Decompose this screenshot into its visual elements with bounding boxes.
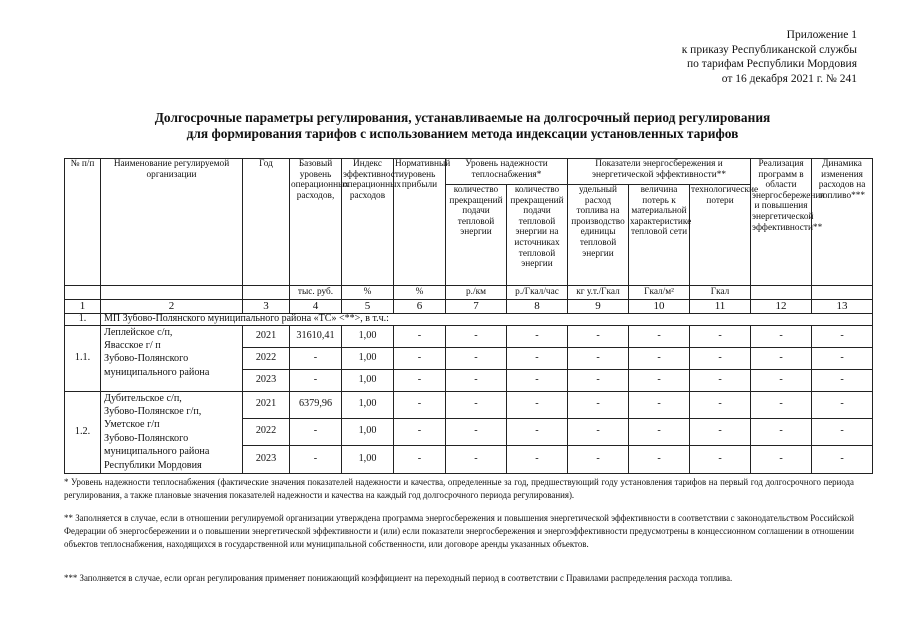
header-index: Индекс эффективности операционных расходов (342, 159, 394, 286)
value-cell: - (446, 391, 507, 418)
year-cell: 2021 (243, 325, 290, 347)
value-cell: - (568, 418, 629, 445)
section-number: 1. (65, 314, 101, 326)
year-cell: 2023 (243, 445, 290, 473)
value-cell: - (812, 418, 873, 445)
value-cell: - (751, 347, 812, 369)
value-cell: - (812, 347, 873, 369)
col-number: 6 (394, 300, 446, 314)
org-number: 1.1. (65, 325, 101, 391)
header-en-sub3: технологические потери (690, 185, 751, 286)
unit-cell: Гкал/м² (629, 286, 690, 300)
value-cell: - (751, 369, 812, 391)
appendix-block (682, 28, 857, 86)
column-numbers-row (65, 300, 873, 314)
appendix-line: Приложение 1 (786, 29, 857, 41)
index-cell: 1,00 (342, 347, 394, 369)
value-cell: - (812, 391, 873, 418)
col-number: 13 (812, 300, 873, 314)
org-name: Дубительское с/п, Зубово-Полянское г/п, Уметское г/п Зубово-Полянского муниципального района Республики Мордовия (101, 391, 243, 473)
col-number: 4 (290, 300, 342, 314)
index-cell: 1,00 (342, 418, 394, 445)
header-name: Наименование регулируемой организации (101, 159, 243, 286)
value-cell: - (507, 391, 568, 418)
header-norm: Нормативный уровень прибыли (394, 159, 446, 286)
value-cell: - (568, 369, 629, 391)
year-cell: 2021 (243, 391, 290, 418)
table-row (65, 325, 873, 347)
unit-cell: кг у.т./Гкал (568, 286, 629, 300)
section-label: МП Зубово-Полянского муниципального района «ТС» <**>, в т.ч.: (101, 314, 873, 326)
year-cell: 2022 (243, 418, 290, 445)
value-cell: - (568, 325, 629, 347)
base-cell: - (290, 445, 342, 473)
value-cell: - (446, 369, 507, 391)
parameters-table (64, 158, 873, 474)
value-cell: - (751, 391, 812, 418)
year-cell: 2022 (243, 347, 290, 369)
value-cell: - (629, 347, 690, 369)
header-en-sub1: удельный расход топлива на производство единицы тепловой энергии (568, 185, 629, 286)
unit-cell: р./Гкал/час (507, 286, 568, 300)
col-number: 11 (690, 300, 751, 314)
col-number: 2 (101, 300, 243, 314)
unit-cell: тыс. руб. (290, 286, 342, 300)
value-cell: - (446, 325, 507, 347)
unit-cell: Гкал (690, 286, 751, 300)
value-cell: - (812, 369, 873, 391)
unit-cell: % (394, 286, 446, 300)
header-en-sub2: величина потерь к материальной характеристике тепловой сети (629, 185, 690, 286)
value-cell: - (751, 445, 812, 473)
col-number: 7 (446, 300, 507, 314)
value-cell: - (446, 347, 507, 369)
value-cell: - (629, 391, 690, 418)
value-cell: - (629, 445, 690, 473)
value-cell: - (394, 325, 446, 347)
value-cell: - (507, 325, 568, 347)
col-number: 10 (629, 300, 690, 314)
footnote-2: ** Заполняется в случае, если в отношении регулируемой организации утверждена программа энергосбережения и повышения энергетической эффективности в соответствии с законодательством Российской Федерации об энергосбережении и о повышении энергетической эффективности и (или) если показатели энергосбережения и энергоэффективности предусмотрены в концессионном соглашении в отношении объектов теплоснабжения, находящихся в государственной или муниципальной собственности, или договоре аренды указанных объектов. (64, 513, 854, 550)
value-cell: - (629, 369, 690, 391)
value-cell: - (568, 445, 629, 473)
header-rel-sub2: количество прекращений подачи тепловой энергии на источниках тепловой энергии (507, 185, 568, 286)
value-cell: - (394, 391, 446, 418)
title-line: для формирования тарифов с использованием метода индексации установленных тарифов (186, 126, 739, 141)
header-energy: Показатели энергосбережения и энергетической эффективности** (568, 159, 751, 185)
value-cell: - (629, 325, 690, 347)
header-reliability: Уровень надежности теплоснабжения* (446, 159, 568, 185)
unit-cell: % (342, 286, 394, 300)
table-row (65, 391, 873, 418)
value-cell: - (568, 347, 629, 369)
value-cell: - (507, 418, 568, 445)
value-cell: - (446, 445, 507, 473)
footnote-1: * Уровень надежности теплоснабжения (фактические значения показателей надежности и качества, определенные за год, предшествующий году установления тарифов на первый год долгосрочного периода регулирования, а также плановые значения показателей надежности и качества на каждый год долгосрочного периода регулирования). (64, 477, 854, 501)
value-cell: - (507, 347, 568, 369)
value-cell: - (690, 418, 751, 445)
units-row (65, 286, 873, 300)
col-number: 8 (507, 300, 568, 314)
appendix-line: по тарифам Республики Мордовия (687, 58, 857, 70)
section-row (65, 314, 873, 326)
header-year: Год (243, 159, 290, 286)
col-number: 9 (568, 300, 629, 314)
col-number: 12 (751, 300, 812, 314)
value-cell: - (690, 347, 751, 369)
page-title (60, 110, 865, 142)
value-cell: - (507, 445, 568, 473)
index-cell: 1,00 (342, 369, 394, 391)
index-cell: 1,00 (342, 445, 394, 473)
header-row (65, 159, 873, 185)
org-name: Леплейское с/п, Явасское г/ п Зубово-Полянского муниципального района (101, 325, 243, 391)
base-cell: - (290, 347, 342, 369)
value-cell: - (568, 391, 629, 418)
footnote-3: *** Заполняется в случае, если орган регулирования применяет понижающий коэффициент на переходный период в соответствии с Правилами распределения расхода топлива. (64, 573, 733, 583)
appendix-line: от 16 декабря 2021 г. № 241 (721, 72, 857, 85)
org-number: 1.2. (65, 391, 101, 473)
value-cell: - (690, 445, 751, 473)
value-cell: - (394, 347, 446, 369)
col-number: 5 (342, 300, 394, 314)
base-cell: 31610,41 (290, 325, 342, 347)
value-cell: - (751, 325, 812, 347)
col-number: 1 (65, 300, 101, 314)
value-cell: - (507, 369, 568, 391)
header-base: Базовый уровень операционных расходов, (290, 159, 342, 286)
header-dynamics: Динамика изменения расходов на топливо*** (812, 159, 873, 286)
value-cell: - (690, 369, 751, 391)
year-cell: 2023 (243, 369, 290, 391)
value-cell: - (812, 445, 873, 473)
value-cell: - (394, 369, 446, 391)
value-cell: - (446, 418, 507, 445)
index-cell: 1,00 (342, 391, 394, 418)
header-num: № п/п (65, 159, 101, 286)
value-cell: - (751, 418, 812, 445)
appendix-line: к приказу Республиканской службы (681, 43, 857, 56)
value-cell: - (394, 418, 446, 445)
value-cell: - (690, 391, 751, 418)
col-number: 3 (243, 300, 290, 314)
unit-cell: р./км (446, 286, 507, 300)
value-cell: - (690, 325, 751, 347)
base-cell: - (290, 369, 342, 391)
value-cell: - (394, 445, 446, 473)
header-rel-sub1: количество прекращений подачи тепловой энергии (446, 185, 507, 286)
index-cell: 1,00 (342, 325, 394, 347)
value-cell: - (629, 418, 690, 445)
title-line: Долгосрочные параметры регулирования, устанавливаемые на долгосрочный период регулирования (154, 110, 771, 125)
base-cell: - (290, 418, 342, 445)
header-program: Реализация программ в области энергосбережения и повышения энергетической эффективности** (751, 159, 812, 286)
value-cell: - (812, 325, 873, 347)
base-cell: 6379,96 (290, 391, 342, 418)
